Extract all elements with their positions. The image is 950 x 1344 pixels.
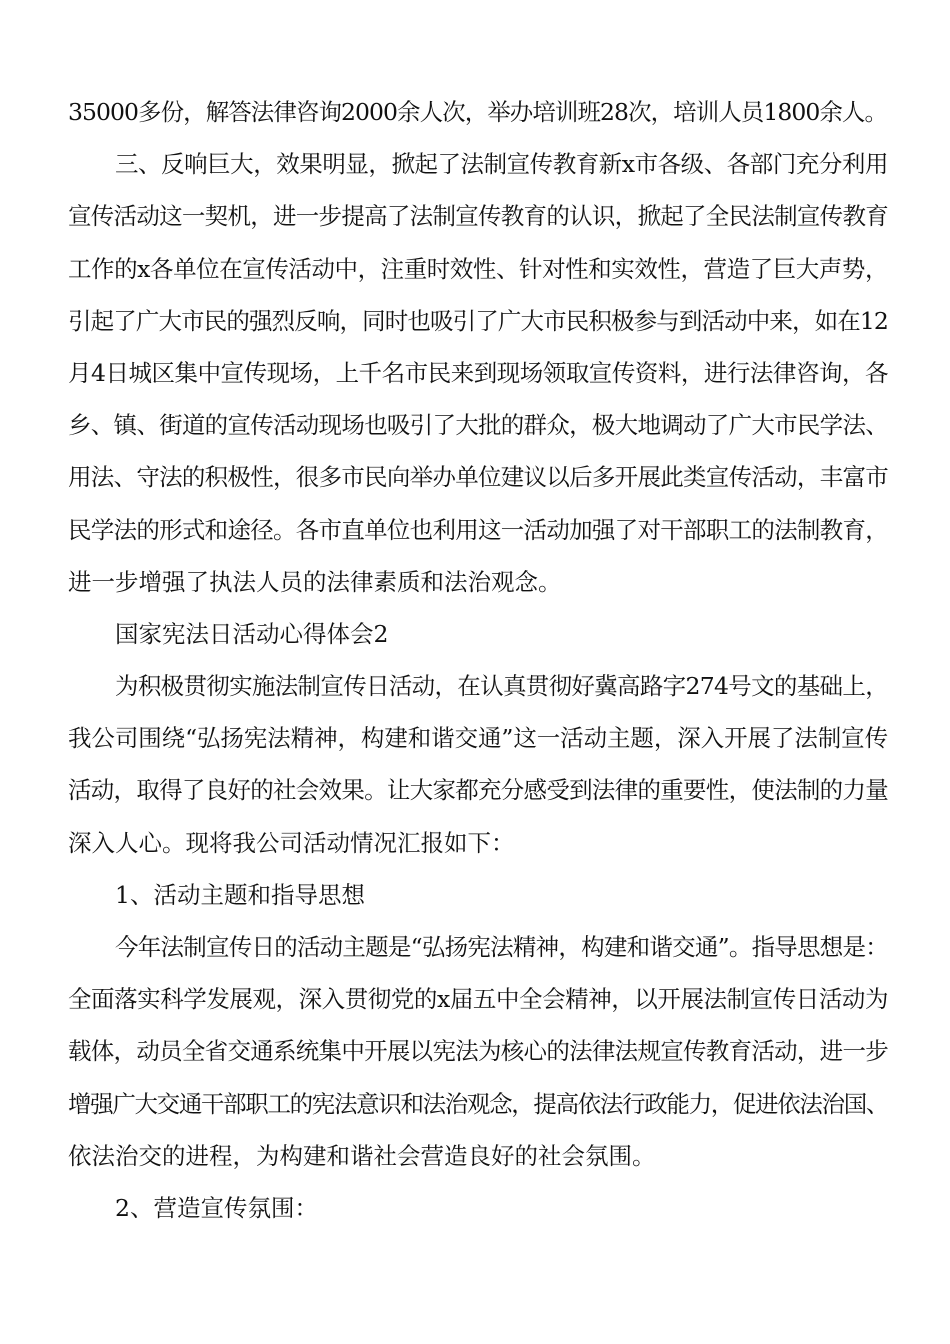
text-line: 我公司围绕“弘扬宪法精神，构建和谐交通”这一活动主题，深入开展了法制宣传 (68, 724, 888, 753)
text-line: 民学法的形式和途径。各市直单位也利用这一活动加强了对干部职工的法制教育， (68, 515, 888, 544)
text-line: 宣传活动这一契机，进一步提高了法制宣传教育的认识，掀起了全民法制宣传教育 (68, 202, 888, 231)
subsection-heading: 2、营造宣传氛围： (115, 1193, 318, 1222)
text-line: 活动，取得了良好的社会效果。让大家都充分感受到法律的重要性，使法制的力量 (68, 776, 888, 805)
text-line: 乡、镇、街道的宣传活动现场也吸引了大批的群众，极大地调动了广大市民学法、 (68, 411, 888, 440)
section-heading: 国家宪法日活动心得体会2 (115, 619, 389, 648)
subsection-heading: 1、活动主题和指导思想 (115, 880, 365, 909)
text-line: 载体，动员全省交通系统集中开展以宪法为核心的法律法规宣传教育活动，进一步 (68, 1037, 888, 1066)
text-line: 全面落实科学发展观，深入贯彻党的x届五中全会精神，以开展法制宣传日活动为 (68, 985, 888, 1014)
text-line: 今年法制宣传日的活动主题是“弘扬宪法精神，构建和谐交通”。指导思想是： (115, 933, 888, 961)
text-line: 35000多份，解答法律咨询2000余人次，举办培训班28次，培训人员1800余人。 (68, 98, 888, 126)
text-line: 工作的x各单位在宣传活动中，注重时效性、针对性和实效性，营造了巨大声势， (68, 254, 888, 283)
text-line: 增强广大交通干部职工的宪法意识和法治观念，提高依法行政能力，促进依法治国、 (68, 1089, 888, 1118)
text-line: 为积极贯彻实施法制宣传日活动，在认真贯彻好冀高路字274号文的基础上， (115, 672, 888, 701)
text-line: 深入人心。现将我公司活动情况汇报如下： (68, 828, 515, 857)
text-line: 月4日城区集中宣传现场，上千名市民来到现场领取宣传资料，进行法律咨询，各 (68, 358, 888, 387)
text-line: 进一步增强了执法人员的法律素质和法治观念。 (68, 567, 562, 596)
text-line: 引起了广大市民的强烈反响，同时也吸引了广大市民积极参与到活动中来，如在12 (68, 306, 888, 335)
document-page (68, 86, 888, 1234)
text-line: 三、反响巨大，效果明显，掀起了法制宣传教育新x市各级、各部门充分利用 (115, 150, 888, 179)
text-line: 用法、守法的积极性，很多市民向举办单位建议以后多开展此类宣传活动，丰富市 (68, 463, 888, 492)
text-line: 依法治交的进程，为构建和谐社会营造良好的社会氛围。 (68, 1141, 656, 1170)
